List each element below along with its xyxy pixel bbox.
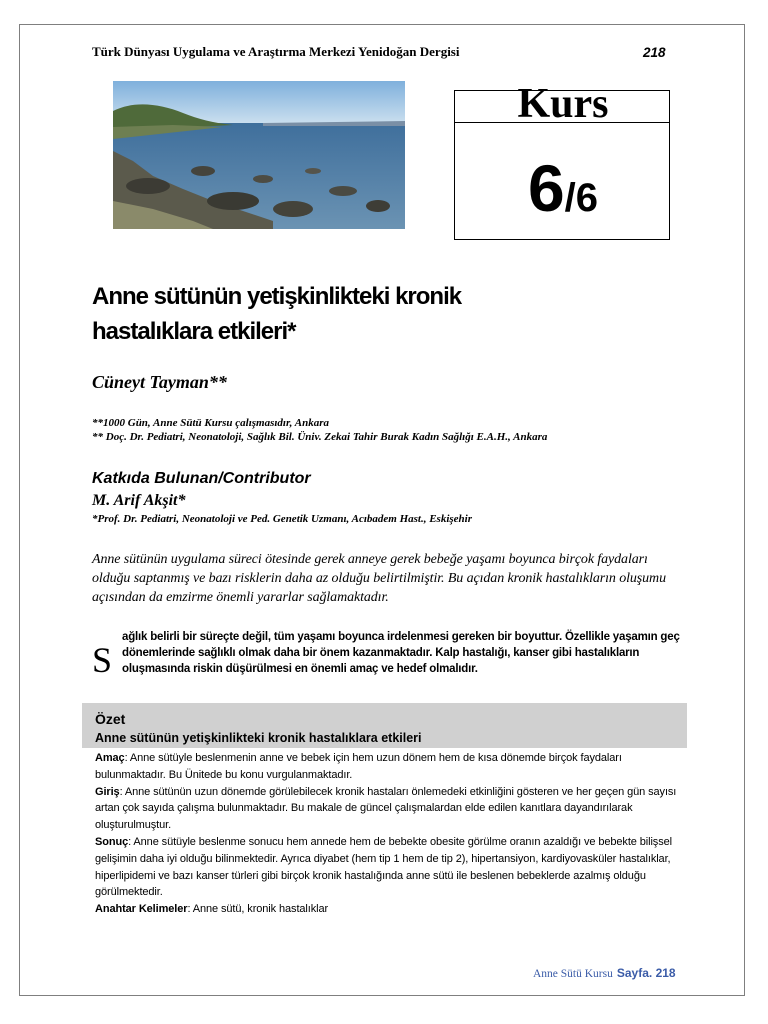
footer-course: Anne Sütü Kursu (533, 968, 613, 980)
intro-paragraph: Anne sütünün uygulama süreci ötesinde gerek anneye gerek bebeğe yaşamı boyunca birçok faydaları olduğu saptanmış ve bazı risklerin daha az olduğu belirtilmiştir. Bu açıdan kronik hastalıkların oluşumu açısından da emzirme önemli yararlar sağlamaktadır. (92, 552, 666, 605)
author-affiliations (92, 416, 547, 444)
article-title (92, 279, 652, 349)
keywords-label: Anahtar Kelimeler (95, 903, 188, 916)
page-footer (533, 964, 676, 982)
footer-page: Sayfa. 218 (616, 966, 676, 980)
abstract-amac (95, 750, 690, 784)
article-title-line1: Anne sütünün yetişkinlikteki kronik (92, 283, 462, 310)
giris-text: : Anne sütünün uzun dönemde görülebilecek kronik hastaları önlemedeki etkinliğini gösteren ve her geçen gün sayısı artan çok sayıda çalışma bulunmaktadır. Bu makale de güncel çalışmalardan elde edilen kanıtlara dayandırılarak oluşturulmuştur. (95, 785, 677, 832)
keywords-text: : Anne sütü, kronik hastalıklar (187, 903, 329, 916)
course-number-current: 6 (527, 151, 565, 225)
affiliation-line1: **1000 Gün, Anne Sütü Kursu çalışmasıdır, Ankara (92, 417, 329, 429)
abstract-heading: Özet (95, 711, 126, 727)
abstract-sonuc (95, 834, 690, 901)
sonuc-label: Sonuç (95, 835, 129, 848)
journal-title: Türk Dünyası Uygulama ve Araştırma Merkezi Yenidoğan Dergisi (92, 44, 460, 59)
abstract-title: Anne sütünün yetişkinlikteki kronik hastalıklara etkileri (95, 731, 422, 745)
author-name: Cüneyt Tayman** (92, 372, 227, 392)
contributor-heading: Katkıda Bulunan/Contributor (92, 470, 311, 487)
amac-text: : Anne sütüyle beslenmenin anne ve bebek için hem uzun dönem hem de kısa dönemde birçok faydaları bulunmaktadır. Bu Ünitede bu konu vurgulanmaktadır. (95, 752, 622, 781)
article-title-line2: hastalıklara etkileri* (92, 318, 296, 345)
abstract-giris (95, 784, 690, 834)
giris-label: Giriş (95, 785, 120, 798)
sonuc-text: : Anne sütüyle beslenme sonucu hem annede hem de bebekte obesite görülme oranın azaldığı ve bebekte bilişsel gelişimin daha iyi olduğu bilinmektedir. Ayrıca diyabet (hem tip 1 hem de tip 2), hipertansiyon, kardiyovasküler hastalıklar, hiperlipidemi ve bazı kanser türleri gibi birçok kronik hastalığında anne sütü ile beslenen bebeklerde azalmış olduğu görülmektedir. (95, 835, 672, 899)
affiliation-line2: ** Doç. Dr. Pediatri, Neonatoloji, Sağlık Bil. Üniv. Zekai Tahir Burak Kadın Sağlığı E.A.H., Ankara (92, 431, 548, 443)
abstract-keywords (95, 901, 690, 918)
abstract-body (95, 750, 690, 918)
course-number (455, 143, 671, 252)
coast-photo-image (113, 81, 405, 229)
course-box (454, 81, 670, 240)
contributor-name: M. Arif Akşit* (92, 492, 186, 509)
course-number-total: /6 (564, 176, 599, 220)
coast-photo (113, 81, 405, 229)
page-number: 218 (643, 45, 666, 60)
drop-cap: S (92, 640, 113, 680)
contributor-affiliation: *Prof. Dr. Pediatri, Neonatoloji ve Ped. Genetik Uzmanı, Acıbadem Hast., Eskişehir (92, 513, 472, 525)
amac-label: Amaç (95, 752, 125, 764)
course-word: Kurs (517, 81, 609, 127)
lead-paragraph: ağlık belirli bir süreçte değil, tüm yaşamı boyunca irdelenmesi gereken bir boyuttur. Özellikle yaşamın geç dönemlerinde sağlıklı olmak daha bir önem kazanmaktadır. Kalp hastalığı, kanser gibi hastalıkların oluşmasında riskin düşürülmesi en önemli amaç ve hedef olmalıdır. (122, 631, 680, 675)
